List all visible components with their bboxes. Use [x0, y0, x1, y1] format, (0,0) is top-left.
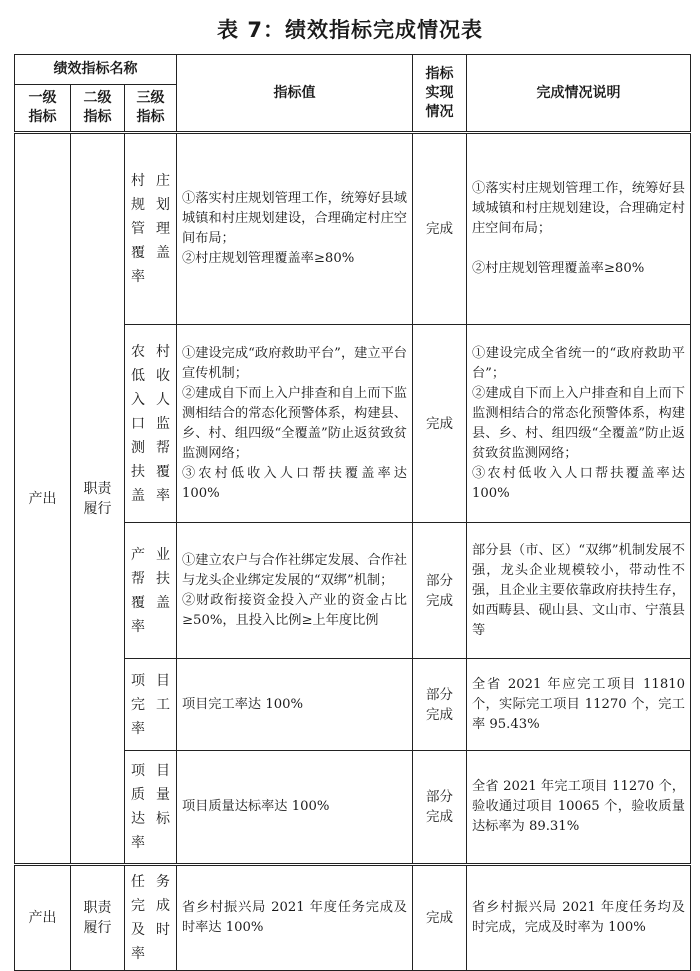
level3-cell: 农村低收入人口监测帮扶覆盖率 [125, 325, 177, 523]
status-cell: 完成 [413, 133, 467, 325]
level3-cell: 村庄规划管理覆盖率 [125, 133, 177, 325]
value-cell: 省乡村振兴局 2021 年度任务完成及时率达 100% [177, 865, 413, 971]
header-indicator-name: 绩效指标名称 [15, 55, 177, 85]
description-part: ①落实村庄规划管理工作，统筹好县域城镇和村庄规划建设，合理确定村庄空间布局； [472, 181, 685, 236]
header-row-1 [15, 55, 691, 85]
performance-indicator-table [14, 54, 691, 971]
header-level2: 二级 指标 [71, 85, 125, 133]
level3-cell: 任务完成及时率 [125, 865, 177, 971]
description-cell: 部分县（市、区）“双绑”机制发展不强，龙头企业规模较小，带动性不强，且企业主要依靠政府扶持生存，如西畴县、砚山县、文山市、宁蒗县等 [467, 523, 691, 659]
header-implementation-status: 指标 实现 情况 [413, 55, 467, 133]
status-cell: 完成 [413, 865, 467, 971]
value-cell: ①建立农户与合作社绑定发展、合作社与龙头企业绑定发展的“双绑”机制； ②财政衔接资金投入产业的资金占比≥50%，且投入比例≥上年度比例 [177, 523, 413, 659]
description-cell [467, 133, 691, 325]
header-description: 完成情况说明 [467, 55, 691, 133]
level1-cell: 产出 [15, 865, 71, 971]
value-cell: ①建设完成“政府救助平台”，建立平台宣传机制； ②建成自下而上入户排查和自上而下监测相结合的常态化预警体系，构建县、乡、村、组四级“全覆盖”防止返贫致贫监测网络； ③农村低收入人口帮扶覆盖率达 100% [177, 325, 413, 523]
level2-cell: 职责 履行 [71, 865, 125, 971]
status-cell: 部分完成 [413, 659, 467, 751]
level1-cell: 产出 [15, 133, 71, 865]
description-cell: 全省 2021 年完工项目 11270 个，验收通过项目 10065 个，验收质量达标率为 89.31% [467, 751, 691, 865]
level3-cell: 产业帮扶覆盖率 [125, 523, 177, 659]
description-part: ②村庄规划管理覆盖率≥80% [472, 261, 645, 276]
table-row [15, 133, 691, 325]
status-cell: 部分完成 [413, 523, 467, 659]
description-cell: ①建设完成全省统一的“政府救助平台”； ②建成自下而上入户排查和自上而下监测相结合的常态化预警体系，构建县、乡、村、组四级“全覆盖”防止返贫致贫监测网络； ③农村低收入人口帮扶覆盖率达 100% [467, 325, 691, 523]
description-cell: 全省 2021 年应完工项目 11810 个，实际完工项目 11270 个，完工率 95.43% [467, 659, 691, 751]
value-cell: ①落实村庄规划管理工作，统筹好县域城镇和村庄规划建设，合理确定村庄空间布局； ②村庄规划管理覆盖率≥80% [177, 133, 413, 325]
table-row [15, 865, 691, 971]
header-level3: 三级 指标 [125, 85, 177, 133]
value-cell: 项目完工率达 100% [177, 659, 413, 751]
header-level1: 一级 指标 [15, 85, 71, 133]
level3-cell: 项目质量达标率 [125, 751, 177, 865]
status-cell: 完成 [413, 325, 467, 523]
status-cell: 部分完成 [413, 751, 467, 865]
description-cell: 省乡村振兴局 2021 年度任务均及时完成，完成及时率为 100% [467, 865, 691, 971]
table-title: 表 7：绩效指标完成情况表 [217, 18, 483, 42]
level3-cell: 项目完工率 [125, 659, 177, 751]
header-indicator-value: 指标值 [177, 55, 413, 133]
value-cell: 项目质量达标率达 100% [177, 751, 413, 865]
level2-cell: 职责 履行 [71, 133, 125, 865]
